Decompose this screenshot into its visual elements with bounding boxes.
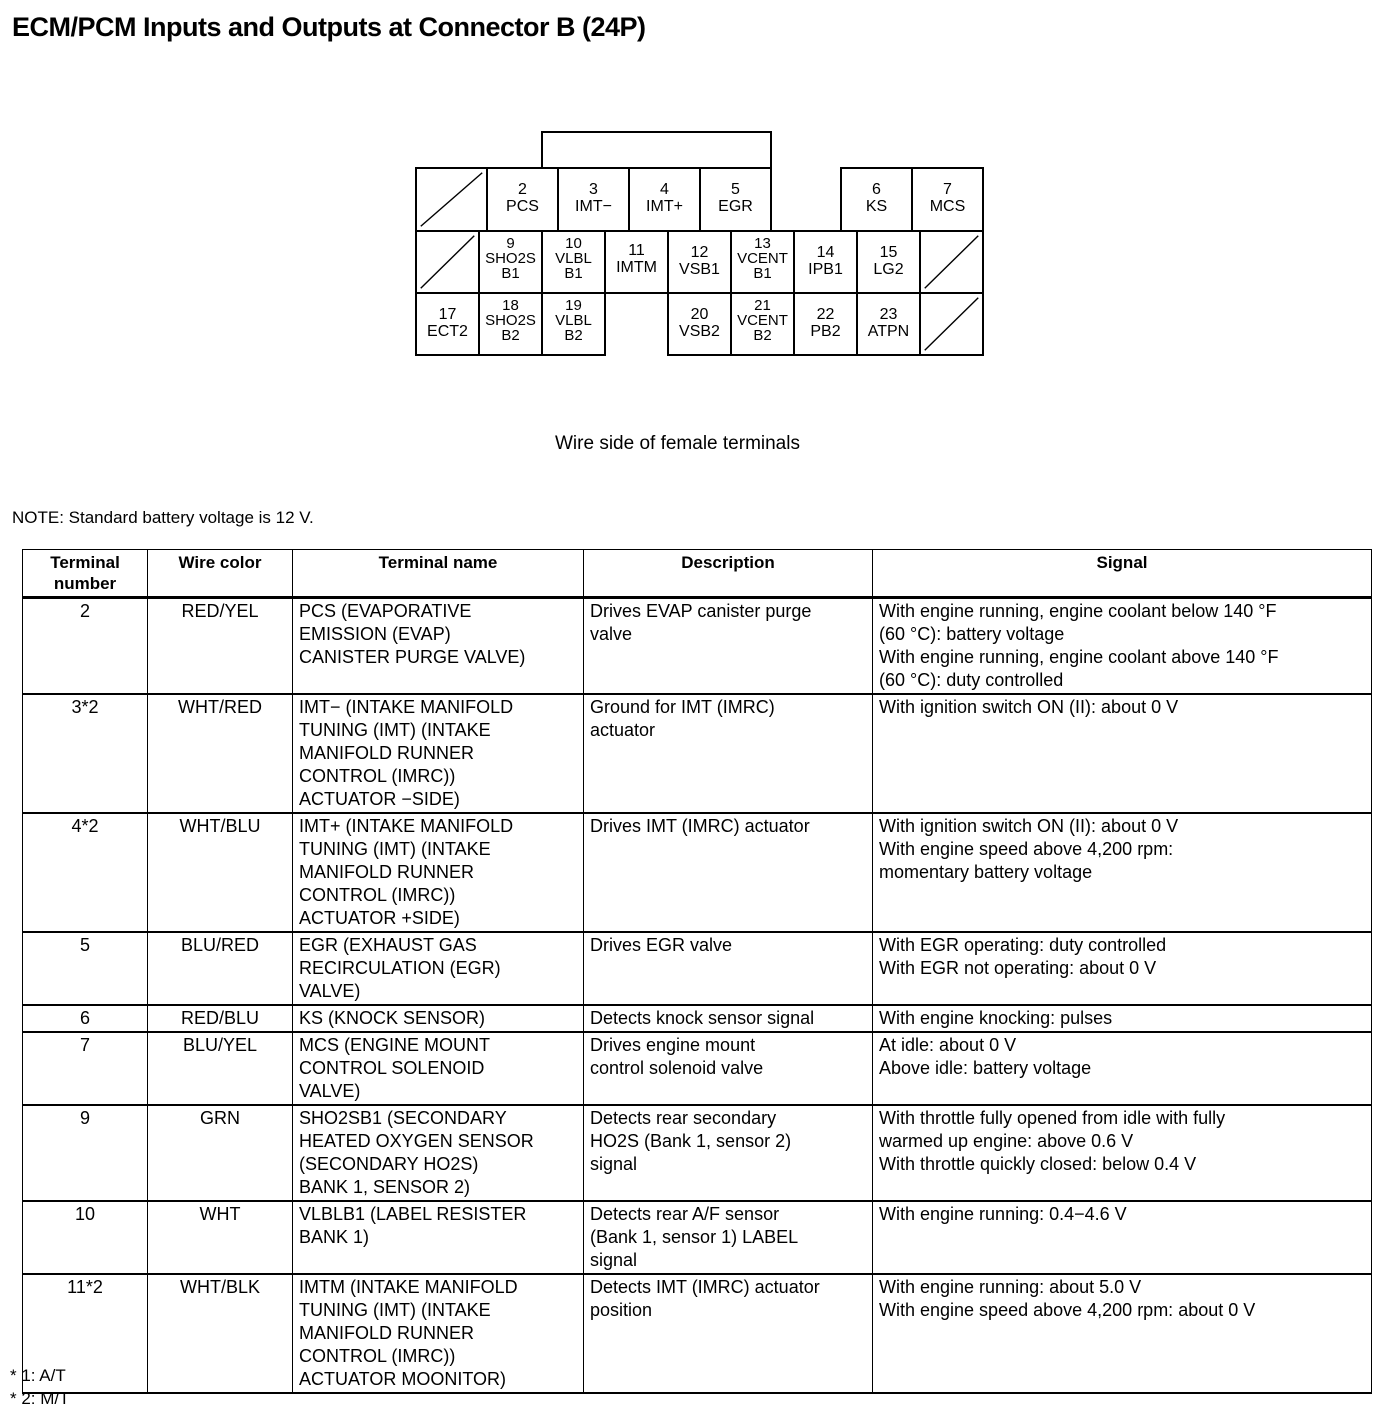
pin-number: 6 [872, 181, 881, 198]
pin-label: PCS [506, 198, 539, 215]
signal: With throttle fully opened from idle with fully warmed up engine: above 0.6 V With throttle quickly closed: below 0.4 V [873, 1105, 1372, 1201]
connector-pin-13 [730, 230, 795, 294]
connector-pin-7 [911, 167, 984, 232]
table-row [23, 1274, 1372, 1393]
connector-pin-19 [541, 292, 606, 356]
table-row [23, 932, 1372, 1005]
connector-pin-20 [667, 292, 732, 356]
signal: With EGR operating: duty controlled With EGR not operating: about 0 V [873, 932, 1372, 1005]
pin-label: IMT− [575, 198, 612, 215]
pin-label: IMT+ [646, 198, 683, 215]
description: Drives EGR valve [584, 932, 873, 1005]
terminal-name: KS (KNOCK SENSOR) [293, 1005, 584, 1032]
description: Detects rear A/F sensor (Bank 1, sensor 1) LABEL signal [584, 1201, 873, 1274]
terminal-number: 7 [23, 1032, 148, 1105]
pin-label: ATPN [867, 323, 910, 340]
table-row [23, 1201, 1372, 1274]
description: Drives IMT (IMRC) actuator [584, 813, 873, 932]
pin-number: 17 [438, 306, 457, 323]
wire-color: BLU/YEL [148, 1032, 293, 1105]
signal: With ignition switch ON (II): about 0 V [873, 694, 1372, 813]
pin-number: 5 [731, 181, 740, 198]
description: Drives EVAP canister purge valve [584, 598, 873, 695]
pin-label: VCENT B2 [737, 312, 788, 344]
table-row [23, 1005, 1372, 1032]
connector-pin-2 [486, 167, 559, 232]
pin-number: 21 [754, 297, 771, 314]
pin-number: 7 [943, 181, 952, 198]
pin-label: PB2 [810, 323, 841, 340]
pin-label: VCENT B1 [737, 250, 788, 282]
header-terminal-number: Terminal number [23, 550, 148, 598]
terminal-number: 11*2 [23, 1274, 148, 1393]
pin-label: VSB1 [679, 261, 720, 278]
pin-number: 20 [690, 306, 709, 323]
connector-pin-14 [793, 230, 858, 294]
connector-diagram [0, 0, 1392, 440]
header-wire-color: Wire color [148, 550, 293, 598]
header-signal: Signal [873, 550, 1372, 598]
table-row [23, 598, 1372, 695]
wire-color: WHT/BLU [148, 813, 293, 932]
signal: With engine knocking: pulses [873, 1005, 1372, 1032]
footnote-2: * 2: M/T [10, 1389, 70, 1408]
pin-label: IPB1 [808, 261, 843, 278]
battery-note: NOTE: Standard battery voltage is 12 V. [12, 508, 314, 527]
header-terminal-name: Terminal name [293, 550, 584, 598]
wire-color: BLU/RED [148, 932, 293, 1005]
terminal-number: 4*2 [23, 813, 148, 932]
footnote-1: * 1: A/T [10, 1366, 66, 1385]
connector-blank-cavity [415, 230, 480, 294]
connector-blank-cavity [919, 292, 984, 356]
terminal-number: 6 [23, 1005, 148, 1032]
connector-pin-17 [415, 292, 480, 356]
table-row [23, 694, 1372, 813]
terminal-name: VLBLB1 (LABEL RESISTER BANK 1) [293, 1201, 584, 1274]
pin-number: 12 [690, 244, 709, 261]
connector-blank-cavity [415, 167, 488, 232]
connector-pin-18 [478, 292, 543, 356]
wire-color: RED/BLU [148, 1005, 293, 1032]
pin-label: MCS [929, 198, 966, 215]
terminal-name: IMT+ (INTAKE MANIFOLD TUNING (IMT) (INTAKE MANIFOLD RUNNER CONTROL (IMRC)) ACTUATOR +SIDE) [293, 813, 584, 932]
terminal-number: 5 [23, 932, 148, 1005]
connector-pin-3 [557, 167, 630, 232]
signal: With ignition switch ON (II): about 0 V With engine speed above 4,200 rpm: momentary battery voltage [873, 813, 1372, 932]
connector-pin-22 [793, 292, 858, 356]
wire-color: GRN [148, 1105, 293, 1201]
pin-label: ECT2 [427, 323, 468, 340]
pin-number: 15 [879, 244, 898, 261]
pin-number: 4 [660, 181, 669, 198]
terminal-number: 10 [23, 1201, 148, 1274]
connector-pin-9 [478, 230, 543, 294]
terminal-number: 3*2 [23, 694, 148, 813]
terminal-name: SHO2SB1 (SECONDARY HEATED OXYGEN SENSOR (SECONDARY HO2S) BANK 1, SENSOR 2) [293, 1105, 584, 1201]
description: Detects IMT (IMRC) actuator position [584, 1274, 873, 1393]
description: Drives engine mount control solenoid valve [584, 1032, 873, 1105]
pin-number: 3 [589, 181, 598, 198]
pin-number: 18 [502, 297, 519, 314]
connector-pin-21 [730, 292, 795, 356]
connector-pin-6 [840, 167, 913, 232]
pin-number: 13 [754, 235, 771, 252]
signal: With engine running: 0.4−4.6 V [873, 1201, 1372, 1274]
pin-number: 9 [506, 235, 515, 252]
connector-locking-tab [541, 131, 772, 169]
signal: With engine running, engine coolant below 140 °F (60 °C): battery voltage With engine running, engine coolant above 140 °F (60 °C): duty controlled [873, 598, 1372, 695]
table-row [23, 813, 1372, 932]
pin-number: 10 [565, 235, 582, 252]
terminal-number: 9 [23, 1105, 148, 1201]
page-title: ECM/PCM Inputs and Outputs at Connector B (24P) [12, 12, 646, 42]
description: Detects knock sensor signal [584, 1005, 873, 1032]
connector-pin-23 [856, 292, 921, 356]
terminal-name: IMTM (INTAKE MANIFOLD TUNING (IMT) (INTAKE MANIFOLD RUNNER CONTROL (IMRC)) ACTUATOR MOONITOR) [293, 1274, 584, 1393]
pin-label: IMTM [616, 259, 657, 276]
connector-pin-5 [699, 167, 772, 232]
description: Detects rear secondary HO2S (Bank 1, sensor 2) signal [584, 1105, 873, 1201]
pin-label: KS [865, 198, 888, 215]
pin-number: 19 [565, 297, 582, 314]
wire-color: WHT/RED [148, 694, 293, 813]
terminal-name: PCS (EVAPORATIVE EMISSION (EVAP) CANISTER PURGE VALVE) [293, 598, 584, 695]
connector-pin-12 [667, 230, 732, 294]
terminal-table [22, 549, 1372, 1394]
wire-color: RED/YEL [148, 598, 293, 695]
pin-label: VLBL B2 [555, 312, 592, 344]
pin-label: EGR [718, 198, 753, 215]
connector-pin-11 [604, 230, 669, 294]
connector-pin-15 [856, 230, 921, 294]
connector-pin-4 [628, 167, 701, 232]
pin-number: 14 [816, 244, 835, 261]
pin-label: SHO2S B1 [485, 250, 536, 282]
signal: With engine running: about 5.0 V With engine speed above 4,200 rpm: about 0 V [873, 1274, 1372, 1393]
terminal-number: 2 [23, 598, 148, 695]
pin-number: 2 [518, 181, 527, 198]
header-description: Description [584, 550, 873, 598]
pin-number: 11 [628, 242, 645, 259]
terminal-name: IMT− (INTAKE MANIFOLD TUNING (IMT) (INTAKE MANIFOLD RUNNER CONTROL (IMRC)) ACTUATOR −SIDE) [293, 694, 584, 813]
signal: At idle: about 0 V Above idle: battery voltage [873, 1032, 1372, 1105]
connector-blank-cavity [919, 230, 984, 294]
diagram-caption: Wire side of female terminals [555, 433, 800, 454]
table-row [23, 1105, 1372, 1201]
terminal-name: EGR (EXHAUST GAS RECIRCULATION (EGR) VALVE) [293, 932, 584, 1005]
pin-label: VLBL B1 [555, 250, 592, 282]
wire-color: WHT/BLK [148, 1274, 293, 1393]
description: Ground for IMT (IMRC) actuator [584, 694, 873, 813]
table-row [23, 1032, 1372, 1105]
connector-pin-10 [541, 230, 606, 294]
terminal-name: MCS (ENGINE MOUNT CONTROL SOLENOID VALVE) [293, 1032, 584, 1105]
pin-number: 23 [879, 306, 898, 323]
pin-label: LG2 [873, 261, 904, 278]
pin-number: 22 [816, 306, 835, 323]
table-header-row [23, 550, 1372, 598]
pin-label: VSB2 [679, 323, 720, 340]
pin-label: SHO2S B2 [485, 312, 536, 344]
wire-color: WHT [148, 1201, 293, 1274]
